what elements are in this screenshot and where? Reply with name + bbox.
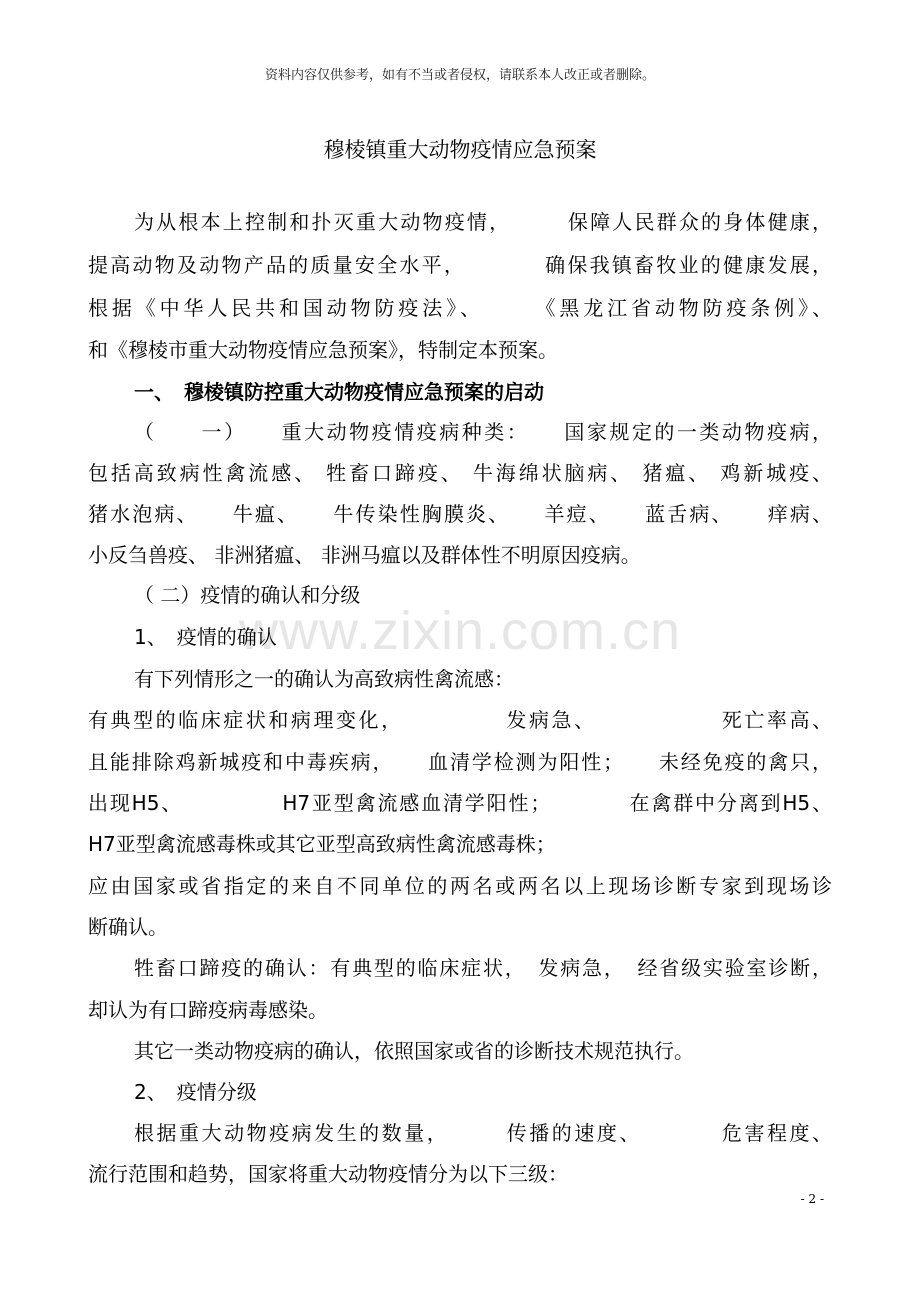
paragraph-line: 包括高致病性禽流感、 牲畜口蹄疫、 牛海绵状脑病、 猪瘟、 鸡新城疫、 — [88, 461, 832, 485]
paragraph-line: 有下列情形之一的确认为高致病性禽流感： — [134, 667, 514, 691]
subsection-heading: （ 二）疫情的确认和分级 — [134, 583, 361, 607]
paragraph-line: 和《穆棱市重大动物疫情应急预案》，特制定本预案。 — [88, 338, 558, 362]
paragraph-line: 应由国家或省指定的来自不同单位的两名或两名以上现场诊断专家到现场诊 — [88, 874, 832, 898]
paragraph-line: 根据重大动物疫病发生的数量， 传播的速度、 危害程度、 — [134, 1121, 832, 1145]
paragraph-line: 猪水泡病、 牛瘟、 牛传染性胸膜炎、 羊痘、 蓝舌病、 痒病、 — [88, 502, 832, 526]
section-heading: 一、 穆棱镇防控重大动物疫情应急预案的启动 — [134, 380, 544, 404]
paragraph-line: 为从根本上控制和扑灭重大动物疫情， 保障人民群众的身体健康， — [134, 210, 832, 234]
paragraph-line: 且能排除鸡新城疫和中毒疾病， 血清学检测为阳性； 未经免疫的禽只， — [88, 750, 832, 774]
paragraph-line: 牲畜口蹄疫的确认：有典型的临床症状， 发病急， 经省级实验室诊断， — [134, 956, 832, 980]
header-disclaimer: 资料内容仅供参考，如有不当或者侵权，请联系本人改正或者删除。 — [264, 68, 655, 83]
paragraph-line: H7亚型禽流感毒株或其它亚型高致病性禽流感毒株； — [88, 832, 556, 856]
document-title: 穆棱镇重大动物疫情应急预案 — [323, 138, 597, 162]
paragraph-line: 小反刍兽疫、 非洲猪瘟、 非洲马瘟以及群体性不明原因疫病。 — [88, 543, 641, 567]
subsection-heading: 2、 疫情分级 — [134, 1080, 257, 1104]
paragraph-line: 有典型的临床症状和病理变化， 发病急、 死亡率高、 — [88, 708, 832, 732]
page-number: - 2 - — [800, 1192, 824, 1206]
paragraph-line: 其它一类动物疫病的确认，依照国家或省的诊断技术规范执行。 — [134, 1039, 694, 1063]
paragraph-line: 断确认。 — [88, 915, 168, 939]
paragraph-line: 却认为有口蹄疫病毒感染。 — [88, 998, 328, 1022]
watermark: www.zixin.com.cn — [238, 601, 682, 661]
paragraph-line: 提高动物及动物产品的质量安全水平， 确保我镇畜牧业的健康发展， — [88, 253, 832, 277]
subsection-heading: 1、 疫情的确认 — [134, 625, 277, 649]
paragraph-line: 根据《中华人民共和国动物防疫法》、 《黑龙江省动物防疫条例》、 — [88, 296, 832, 320]
paragraph-line: （ 一） 重大动物疫情疫病种类： 国家规定的一类动物疫病， — [134, 420, 832, 444]
paragraph-line: 流行范围和趋势，国家将重大动物疫情分为以下三级： — [88, 1162, 568, 1186]
paragraph-line: 出现H5、 H7亚型禽流感血清学阳性； 在禽群中分离到H5、 — [88, 791, 832, 815]
